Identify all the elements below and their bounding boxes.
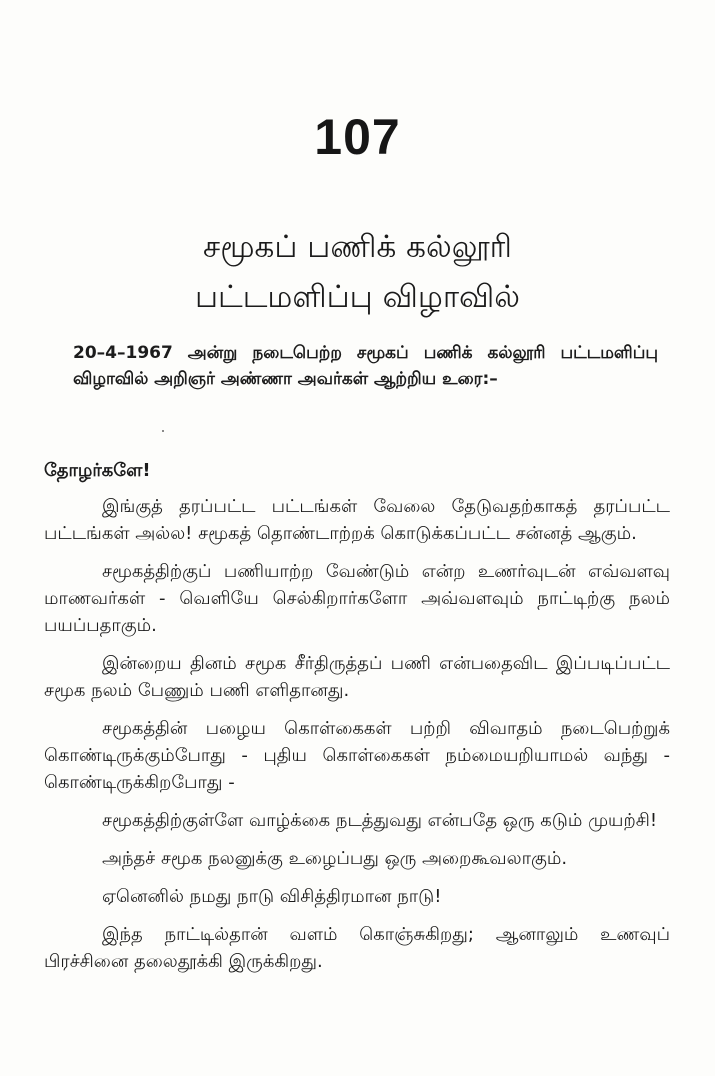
- paragraph: சமூகத்திற்குப் பணியாற்ற வேண்டும் என்ற உணர்வுடன் எவ்வளவு மாணவர்கள் - வெளியே செல்கிறார்களோ அவ்வளவும் நாட்டிற்கு நலம் பயப்பதாகும்.: [44, 561, 670, 636]
- paragraph: அந்தச் சமூக நலனுக்கு உழைப்பது ஒரு அறைகூவலாகும்.: [102, 848, 568, 869]
- chapter-title: [0, 222, 715, 322]
- speech-body: [44, 457, 670, 986]
- salutation: தோழர்களே!: [44, 460, 151, 481]
- print-speck: [162, 430, 164, 432]
- chapter-number: 107: [314, 109, 401, 165]
- chapter-title-line-1: சமூகப் பணிக் கல்லூரி: [203, 229, 512, 265]
- intro-note: 20–4–1967 அன்று நடைபெற்ற சமூகப் பணிக் கல்லூரி பட்டமளிப்பு விழாவில் அறிஞர் அண்ணா அவர்கள் ஆற்றிய உரை:–: [73, 343, 658, 389]
- paragraph: ஏனெனில் நமது நாடு விசித்திரமான நாடு!: [102, 886, 442, 907]
- paragraph: இங்குத் தரப்பட்ட பட்டங்கள் வேலை தேடுவதற்காகத் தரப்பட்ட பட்டங்கள் அல்ல! சமூகத் தொண்டாற்றக் கொடுக்கப்பட்ட சன்னத் ஆகும்.: [44, 496, 670, 544]
- paragraph: இன்றைய தினம் சமூக சீர்திருத்தப் பணி என்பதைவிட இப்படிப்பட்ட சமூக நலம் பேணும் பணி எளிதானது.: [44, 653, 670, 701]
- paragraph: இந்த நாட்டில்தான் வளம் கொஞ்சுகிறது; ஆனாலும் உணவுப் பிரச்சினை தலைதூக்கி இருக்கிறது.: [44, 924, 670, 972]
- paragraph: சமூகத்திற்குள்ளே வாழ்க்கை நடத்துவது என்பதே ஒரு கடும் முயற்சி!: [102, 810, 658, 831]
- chapter-title-line-2: பட்டமளிப்பு விழாவில்: [194, 279, 521, 315]
- paragraph: சமூகத்தின் பழைய கொள்கைகள் பற்றி விவாதம் நடைபெற்றுக் கொண்டிருக்கும்போது - புதிய கொள்கைகள் நம்மையறியாமல் வந்து - கொண்டிருக்கிறபோது -: [44, 718, 670, 793]
